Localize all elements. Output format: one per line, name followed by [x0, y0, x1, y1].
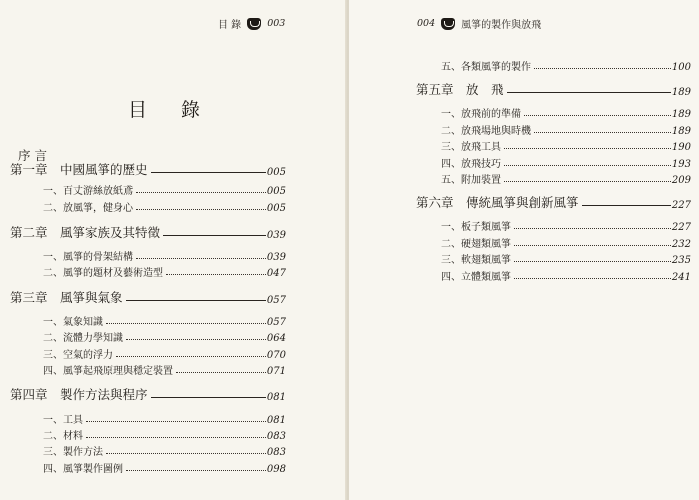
toc-leader [514, 228, 671, 229]
toc-chapter[interactable] [416, 193, 691, 211]
toc-page-number: 005 [266, 167, 286, 178]
toc-leader [86, 421, 266, 422]
toc-label: 第二章 風箏家族及其特徵 [10, 225, 161, 240]
toc-section[interactable] [441, 171, 691, 186]
toc-leader [126, 300, 266, 301]
toc-leader [534, 68, 671, 69]
toc-page-number: 189 [671, 87, 691, 98]
toc-label: 第三章 風箏與氣象 [10, 290, 123, 305]
toc-label: 二、材料 [43, 431, 83, 442]
toc-label: 四、放飛技巧 [441, 159, 501, 170]
toc-section[interactable] [43, 248, 286, 263]
toc-section[interactable] [43, 329, 286, 344]
toc-leader [136, 192, 266, 193]
toc-label: 五、各類風箏的製作 [441, 62, 531, 73]
toc-page-number: 190 [671, 142, 691, 153]
page-title: 目 錄 [128, 99, 215, 121]
toc-chapter[interactable] [10, 385, 286, 403]
toc-section[interactable] [441, 268, 691, 283]
toc-section[interactable] [43, 443, 286, 458]
toc-page-number: 081 [266, 392, 286, 403]
toc-section[interactable] [441, 122, 691, 137]
toc-leader [126, 339, 266, 340]
left-running-header [218, 16, 285, 31]
toc-label: 三、空氣的浮力 [43, 350, 113, 361]
toc-section[interactable] [43, 460, 286, 475]
toc-page-number: 189 [671, 109, 691, 120]
toc-page-number: 039 [266, 252, 286, 263]
toc-leader [524, 115, 671, 116]
toc-chapter[interactable] [10, 160, 286, 178]
toc-section[interactable] [441, 251, 691, 266]
toc-leader [504, 148, 671, 149]
toc-page-number: 070 [266, 350, 286, 361]
toc-page-number: 005 [266, 203, 286, 214]
toc-page-number: 071 [266, 366, 286, 377]
preface-label: 序 言 [18, 148, 47, 163]
toc-label: 第四章 製作方法與程序 [10, 387, 148, 402]
toc-label: 二、風箏的題材及藝術造型 [43, 268, 163, 279]
toc-page-number: 241 [671, 272, 691, 283]
toc-page-number: 209 [671, 175, 691, 186]
toc-label: 一、工具 [43, 415, 83, 426]
emblem-icon [441, 18, 455, 30]
toc-chapter[interactable] [416, 80, 691, 98]
toc-section[interactable] [43, 313, 286, 328]
toc-label: 第五章 放 飛 [416, 82, 504, 97]
toc-page-number: 083 [266, 431, 286, 442]
left-header-text: 目 錄 [218, 20, 242, 31]
toc-label: 一、百丈游絲放紙鳶 [43, 186, 133, 197]
toc-page-number: 057 [266, 295, 286, 306]
toc-page-number: 098 [266, 464, 286, 475]
toc-section[interactable] [43, 264, 286, 279]
toc-section[interactable] [43, 346, 286, 361]
emblem-icon [247, 18, 261, 30]
toc-leader [582, 205, 671, 206]
toc-page-number: 047 [266, 268, 286, 279]
toc-page-number: 081 [266, 415, 286, 426]
toc-section[interactable] [43, 199, 286, 214]
toc-page-number: 189 [671, 126, 691, 137]
toc-section[interactable] [43, 362, 286, 377]
toc-leader [514, 245, 671, 246]
toc-page-number: 100 [671, 62, 691, 73]
toc-label: 四、風箏起飛原理與穩定裝置 [43, 366, 173, 377]
toc-page-number: 039 [266, 230, 286, 241]
toc-label: 二、放風箏，健身心 [43, 203, 133, 214]
toc-leader [86, 437, 266, 438]
toc-leader [166, 274, 266, 275]
toc-page-number: 235 [671, 255, 691, 266]
right-page-number: 004 [417, 18, 436, 29]
toc-label: 一、板子類風箏 [441, 222, 511, 233]
toc-label: 二、流體力學知識 [43, 333, 123, 344]
toc-section[interactable] [43, 182, 286, 197]
toc-page-number: 083 [266, 447, 286, 458]
toc-section[interactable] [441, 235, 691, 250]
right-page [349, 0, 699, 500]
toc-page-number: 227 [671, 222, 691, 233]
toc-page-number: 005 [266, 186, 286, 197]
toc-label: 三、軟翅類風箏 [441, 255, 511, 266]
toc-leader [136, 258, 266, 259]
toc-leader [514, 261, 671, 262]
toc-leader [126, 470, 266, 471]
toc-leader [116, 356, 266, 357]
left-page [0, 0, 347, 500]
toc-chapter[interactable] [10, 288, 286, 306]
toc-leader [507, 92, 671, 93]
toc-leader [136, 209, 266, 210]
toc-label: 第一章 中國風箏的歷史 [10, 162, 148, 177]
toc-section[interactable] [441, 218, 691, 233]
toc-label: 二、放飛場地與時機 [441, 126, 531, 137]
toc-leader [151, 397, 266, 398]
right-running-header [417, 16, 541, 31]
toc-section[interactable] [441, 155, 691, 170]
toc-label: 一、風箏的骨架結構 [43, 252, 133, 263]
toc-leader [534, 132, 671, 133]
toc-leader [106, 323, 266, 324]
toc-leader [106, 453, 266, 454]
toc-page-number: 227 [671, 200, 691, 211]
toc-section[interactable] [441, 138, 691, 153]
toc-section[interactable] [441, 58, 691, 73]
toc-label: 三、製作方法 [43, 447, 103, 458]
toc-label: 一、放飛前的準備 [441, 109, 521, 120]
toc-page-number: 193 [671, 159, 691, 170]
toc-leader [514, 278, 671, 279]
toc-leader [151, 172, 266, 173]
toc-section[interactable] [43, 427, 286, 442]
toc-leader [163, 235, 266, 236]
toc-label: 一、氣象知識 [43, 317, 103, 328]
toc-page-number: 064 [266, 333, 286, 344]
toc-section[interactable] [43, 411, 286, 426]
toc-label: 二、硬翅類風箏 [441, 239, 511, 250]
toc-page-number: 232 [671, 239, 691, 250]
right-header-text: 風箏的製作與放飛 [461, 20, 542, 31]
toc-leader [176, 372, 266, 373]
toc-leader [504, 165, 671, 166]
toc-label: 四、風箏製作圖例 [43, 464, 123, 475]
toc-label: 三、放飛工具 [441, 142, 501, 153]
toc-chapter[interactable] [10, 223, 286, 241]
left-page-number: 003 [267, 18, 286, 29]
toc-leader [504, 181, 671, 182]
toc-label: 四、立體類風箏 [441, 272, 511, 283]
toc-section[interactable] [441, 105, 691, 120]
toc-page-number: 057 [266, 317, 286, 328]
toc-label: 第六章 傳統風箏與創新風箏 [416, 195, 579, 210]
toc-label: 五、附加裝置 [441, 175, 501, 186]
